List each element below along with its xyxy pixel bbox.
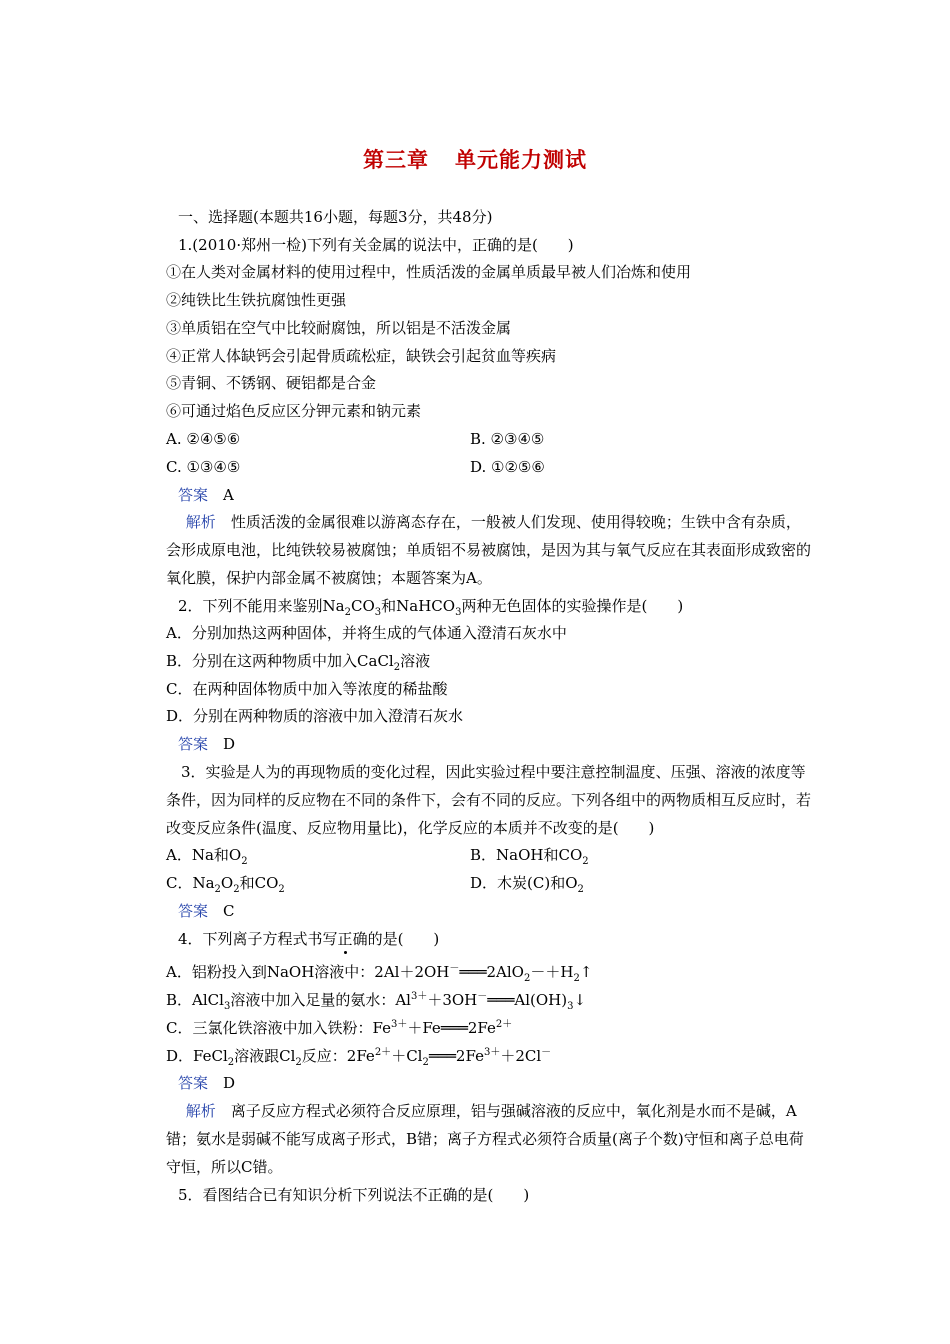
q1-item-3: ③单质铝在空气中比较耐腐蚀，所以铝是不活泼金属 [166, 319, 512, 337]
q1-option-b: B. ②③④⑤ [470, 430, 545, 448]
q3-option-d: D．木炭(C)和$O_2$ [470, 874, 584, 895]
q4-option-c: C．三氯化铁溶液中加入铁粉：$Fe^{3+}+Fe═══2Fe^{2+}$ [166, 1019, 513, 1037]
q1-item-5: ⑤青铜、不锈钢、硬铝都是合金 [166, 374, 377, 392]
q2-option-b: B．分别在这两种物质中加入CaCl$_2$溶液 [166, 652, 431, 673]
q1-option-d: D. ①②⑤⑥ [470, 458, 545, 476]
question-3-stem: 3．实验是人为的再现物质的变化过程，因此实验过程中要注意控制温度、压强、溶液的浓度等条件，因为同样的反应物在不同的条件下，会有不同的反应。下列各组中的两物质相互反应时，若改变反应条件(温度、反应物用量比)，化学反应的本质并不改变的是( ) [166, 763, 812, 837]
section-heading: 一、选择题(本题共16小题，每题3分，共48分) [178, 208, 493, 226]
q3-option-c: C．$Na_2O_2$和$CO_2$ [166, 874, 285, 895]
q2-option-d: D．分别在两种物质的溶液中加入澄清石灰水 [166, 707, 464, 725]
q3-option-b: B．NaOH和$CO_2$ [470, 846, 589, 867]
q1-option-c: C. ①③④⑤ [166, 458, 241, 476]
page-title: 第三章 单元能力测试 [363, 148, 587, 172]
q4-option-b: B．AlCl$_3$溶液中加入足量的氨水：$Al^{3+}+3OH^-═══Al(OH)_3↓$ [166, 991, 587, 1012]
q4-option-d: D．FeCl$_2$溶液跟$Cl_2$反应：$2Fe^{2+}+Cl_2═══2Fe^{3+}+2Cl^-$ [166, 1047, 552, 1068]
question-4-stem: 4．下列离子方程式书写正确的是( ) [178, 930, 440, 948]
question-5-stem: 5．看图结合已有知识分析下列说法不正确的是( ) [178, 1186, 530, 1204]
q4-option-a: A．铝粉投入到NaOH溶液中：$2Al+2OH^-═══2AlO_2-+H_2↑$ [166, 963, 593, 984]
q4-analysis: 解析 离子反应方程式必须符合反应原理，铝与强碱溶液的反应中，氧化剂是水而不是碱，A错；氨水是弱碱不能写成离子形式，B错；离子方程式必须符合质量(离子个数)守恒和离子总电荷守恒，所以C错。 [166, 1102, 804, 1176]
q1-item-4: ④正常人体缺钙会引起骨质疏松症，缺铁会引起贫血等疾病 [166, 347, 557, 365]
q1-item-1: ①在人类对金属材料的使用过程中，性质活泼的金属单质最早被人们冶炼和使用 [166, 263, 692, 281]
q1-answer: 答案 A [178, 486, 234, 504]
q2-option-a: A．分别加热这两种固体，并将生成的气体通入澄清石灰水中 [166, 624, 567, 642]
q1-analysis: 解析 性质活泼的金属很难以游离态存在，一般被人们发现、使用得较晚；生铁中含有杂质，会形成原电池，比纯铁较易被腐蚀；单质铝不易被腐蚀，是因为其与氧气反应在其表面形成致密的氧化膜，保护内部金属不被腐蚀；本题答案为A。 [166, 513, 812, 587]
q2-answer: 答案 D [178, 735, 236, 753]
q3-answer: 答案 C [178, 902, 235, 920]
q2-option-c: C．在两种固体物质中加入等浓度的稀盐酸 [166, 680, 448, 698]
question-1-stem: 1.(2010·郑州一检)下列有关金属的说法中，正确的是( ) [178, 236, 574, 254]
q3-option-a: A．Na和$O_2$ [166, 846, 248, 867]
q4-answer: 答案 D [178, 1074, 236, 1092]
q1-item-2: ②纯铁比生铁抗腐蚀性更强 [166, 291, 347, 309]
q1-option-a: A. ②④⑤⑥ [166, 430, 241, 448]
question-2-stem: 2．下列不能用来鉴别$Na_2CO_3$和NaHCO$_3$两种无色固体的实验操作是( ) [178, 597, 684, 618]
q1-item-6: ⑥可通过焰色反应区分钾元素和钠元素 [166, 402, 422, 420]
